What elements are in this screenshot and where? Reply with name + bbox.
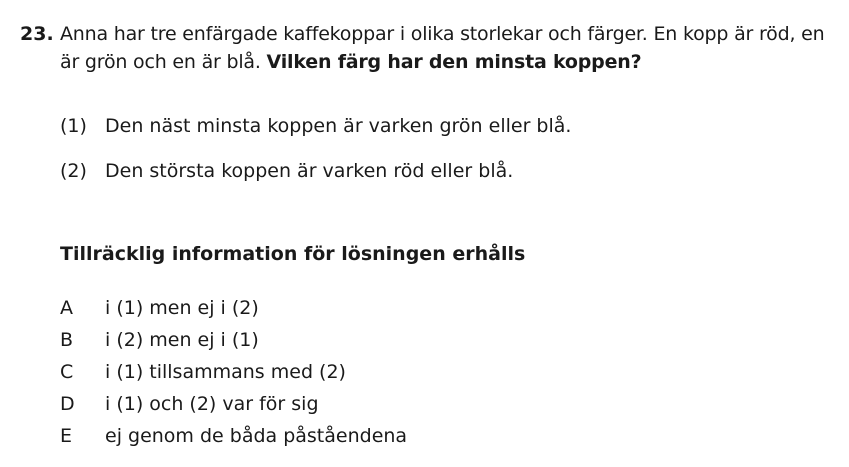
question-block (20, 20, 835, 76)
instruction-heading: Tillräcklig information för lösningen erhålls (60, 243, 526, 265)
statement-number: (1) (60, 115, 87, 137)
option-text: i (1) men ej i (2) (105, 297, 259, 319)
statement-1 (60, 112, 571, 157)
statements-list (60, 112, 571, 202)
option-c[interactable] (60, 358, 407, 390)
question-text (60, 20, 835, 76)
option-text: i (2) men ej i (1) (105, 329, 259, 351)
statement-text: Den näst minsta koppen är varken grön eller blå. (105, 115, 572, 137)
option-text: ej genom de båda påståendena (105, 425, 408, 447)
option-b[interactable] (60, 326, 407, 358)
option-letter: D (60, 393, 75, 415)
statement-number: (2) (60, 160, 87, 182)
option-d[interactable] (60, 390, 407, 422)
statement-2 (60, 157, 571, 202)
option-e[interactable] (60, 422, 407, 454)
option-text: i (1) tillsammans med (2) (105, 361, 346, 383)
question-text-plain: Anna har tre enfärgade kaffekoppar i olika storlekar och färger. En kopp är röd, en är grön och en är blå. (60, 23, 825, 73)
option-letter: A (60, 297, 73, 319)
statement-text: Den största koppen är varken röd eller blå. (105, 160, 514, 182)
option-letter: B (60, 329, 74, 351)
option-a[interactable] (60, 294, 407, 326)
option-text: i (1) och (2) var för sig (105, 393, 319, 415)
question-text-bold: Vilken färg har den minsta koppen? (266, 51, 642, 73)
question-header (20, 20, 835, 76)
question-number: 23. (20, 23, 54, 45)
answer-options (60, 294, 407, 454)
option-letter: E (60, 425, 73, 447)
option-letter: C (60, 361, 74, 383)
